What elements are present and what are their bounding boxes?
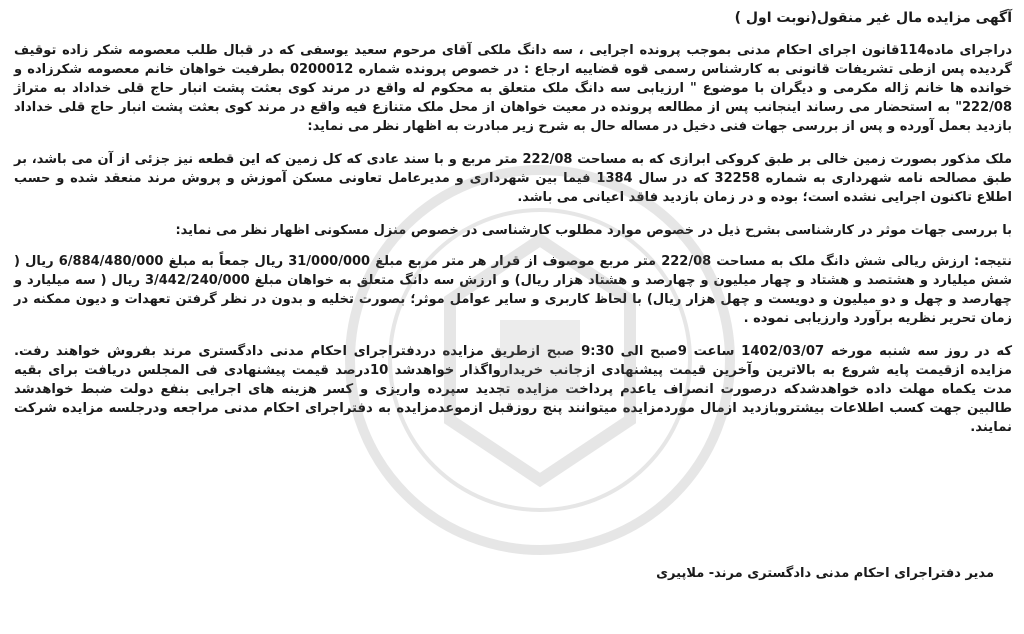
notice-paragraph-result: نتیجه: ارزش ریالی شش دانگ ملک به مساحت 222/08 متر مربع موصوف از قرار هر متر مربع مبلغ 31/000/000 ریال جمعاً به مبلغ 6/884/480/000 ریال ( شش میلیارد و هشتصد و هشتاد و چهار میلیون و چهارصد و هشتاد هزار ریال) و ارزش سه دانگ متعلق به خواهان مبلغ 3/442/240/000 ریال ( سه میلیارد و چهارصد و چهل و دو میلیون و دویست و چهل هزار ریال) با لحاظ کاربری و سایر عوامل موثر؛ بصورت تخلیه و بدون در نظر گرفتن تعهدات و دیون ممکنه در زمان تحریر نظریه برآورد وارزیابی نموده .	[14, 253, 1012, 326]
notice-paragraph-auction: که در روز سه شنبه مورخه 1402/03/07 ساعت 9صبح الی 9:30 صبح ازطریق مزایده دردفتراجرای احکام مدنی دادگستری مرند بفروش خواهند رفت. مزایده ازقیمت پایه شروع به بالاترین وآخرین قیمت پیشنهادی ازجانب خریدارواگذار خواهدشد 10درصد قیمت پیشنهادی فی المجلس دریافت برای بقیه مدت یکماه مهلت داده خواهدشدکه درصورت انصراف یاعدم پرداخت مزایده تجدید سپرده واریزی و کسر هزینه های اجرایی بنفع دولت ضبط خواهدشد طالبین جهت کسب اطلاعات بیشتروبازدید ازمال موردمزایده میتوانند پنج روزقبل ازموعدمزایده به دفتراجرای احکام مدنی مراجعه ودرجلسه مزایده شرکت نمایند.	[14, 343, 1012, 435]
notice-title: آگهی مزایده مال غیر منقول(نوبت اول )	[734, 10, 1012, 26]
notice-paragraph-intro: دراجرای ماده114قانون اجرای احکام مدنی بموجب پرونده اجرایی ، سه دانگ ملکی آقای مرحوم سعید یوسفی که در قبال طلب معصومه شکر زاده توقیف گردیده پس ازطی تشریفات قانونی به کارشناس رسمی قوه قضاییه ارجاع : در خصوص پرونده شماره 0200012 بطرفیت خواهان خانم معصومه شکرزاده و خوانده ها خانم ژاله مکرمی و دیگران با موضوع " ارزیابی سه دانگ ملک متعلق به محکوم له واقع در مرند کوی بعثت پشت انبار حاج قلی خداداد به متراژ 222/08" به استحضار می رساند اینجانب پس از مطالعه پرونده در معیت خواهان از محل ملک متنازع فیه واقع در مرند کوی بعثت پشت انبار حاج قلی خداداد بازدید بعمل آورده و پس از بررسی جهات فنی دخیل در مساله حال به شرح زیر مبادرت به اظهار نظر می نماید:	[14, 42, 1012, 134]
notice-paragraph-review: با بررسی جهات موثر در کارشناسی بشرح ذیل در خصوص موارد مطلوب کارشناسی در خصوص منزل مسکونی اظهار نظر می نماید:	[175, 222, 1012, 238]
notice-paragraph-property: ملک مذکور بصورت زمین خالی بر طبق کروکی ابرازی که به مساحت 222/08 متر مربع و با سند عادی که کل زمین که این قطعه نیز جزئی از آن می باشد، بر طبق مصالحه نامه شهرداری به شماره 32258 که در سال 1384 فیما بین شهرداری و مدیرعامل تعاونی مسکن آموزش و پروش مرند منعقد شده و حسب اطلاع تاکنون اجرایی نشده است؛ بوده و در زمان بازدید فاقد اعیانی می باشد.	[14, 151, 1012, 205]
signature-line: مدیر دفتراجرای احکام مدنی دادگستری مرند- ملاپیری	[656, 566, 994, 581]
